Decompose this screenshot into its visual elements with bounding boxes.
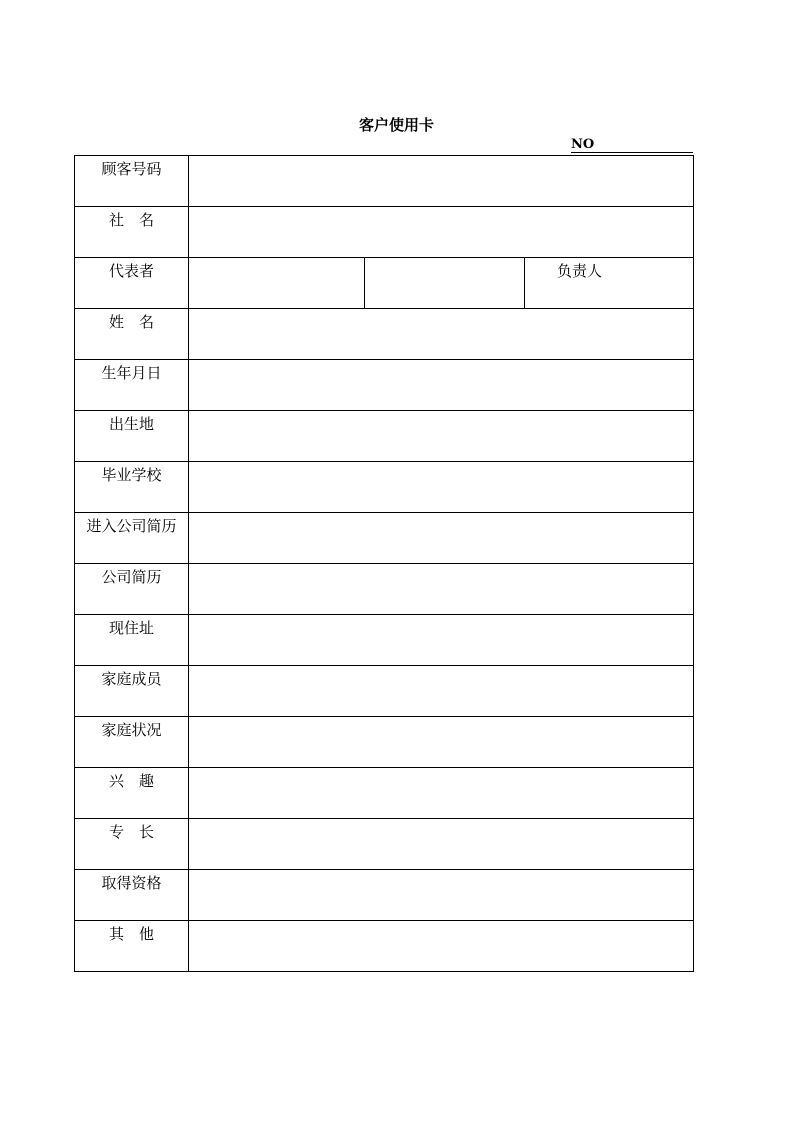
representative-extra-field[interactable] [365,258,525,309]
specialty-field[interactable] [189,819,694,870]
address-field[interactable] [189,615,694,666]
family-status-field[interactable] [189,717,694,768]
table-row [75,921,694,972]
table-row [75,207,694,258]
table-row [75,666,694,717]
table-row [75,513,694,564]
specialty-label: 专 长 [75,819,189,870]
table-row [75,156,694,207]
school-field[interactable] [189,462,694,513]
page-title: 客户使用卡 [358,116,434,134]
address-label: 现住址 [75,615,189,666]
family-members-field[interactable] [189,666,694,717]
company-history-label: 公司简历 [75,564,189,615]
representative-field[interactable] [189,258,365,309]
birthplace-label: 出生地 [75,411,189,462]
table-row [75,870,694,921]
table-row [75,768,694,819]
interests-field[interactable] [189,768,694,819]
company-history-field[interactable] [189,564,694,615]
birth-date-field[interactable] [189,360,694,411]
company-name-label: 社 名 [75,207,189,258]
birth-date-label: 生年月日 [75,360,189,411]
other-label: 其 他 [75,921,189,972]
other-field[interactable] [189,921,694,972]
name-label: 姓 名 [75,309,189,360]
table-row [75,411,694,462]
number-field[interactable]: NO [571,137,693,153]
qualifications-field[interactable] [189,870,694,921]
school-label: 毕业学校 [75,462,189,513]
table-row [75,717,694,768]
entry-history-field[interactable] [189,513,694,564]
person-in-charge-label: 负责人 [525,258,694,309]
qualifications-label: 取得资格 [75,870,189,921]
company-name-field[interactable] [189,207,694,258]
customer-card-table [74,155,694,972]
customer-no-field[interactable] [189,156,694,207]
entry-history-label: 进入公司简历 [75,513,189,564]
table-row [75,309,694,360]
table-row [75,462,694,513]
birthplace-field[interactable] [189,411,694,462]
table-row [75,258,694,309]
family-status-label: 家庭状况 [75,717,189,768]
name-field[interactable] [189,309,694,360]
customer-no-label: 顾客号码 [75,156,189,207]
table-row [75,615,694,666]
table-row [75,564,694,615]
interests-label: 兴 趣 [75,768,189,819]
family-members-label: 家庭成员 [75,666,189,717]
table-row [75,360,694,411]
table-row [75,819,694,870]
representative-label: 代表者 [75,258,189,309]
